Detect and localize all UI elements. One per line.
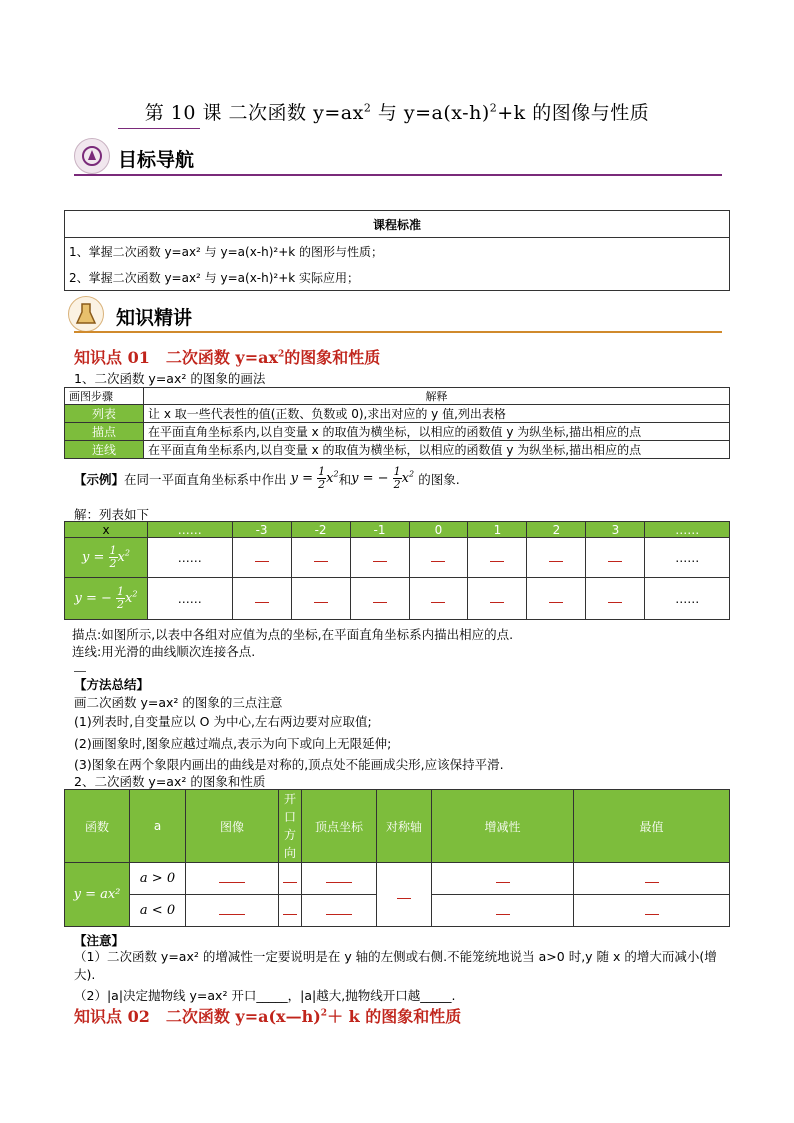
blank-cell: [291, 538, 350, 578]
steps-header-step: 画图步骤: [65, 388, 144, 405]
blank-cell: [527, 538, 586, 578]
step-name: 描点: [65, 423, 144, 441]
blank-cell: [586, 578, 645, 620]
example-line: [74, 466, 460, 491]
note-connect-points: 连线:用光滑的曲线顺次连接各点.: [72, 644, 256, 659]
table-cell-dots: ……: [645, 538, 730, 578]
method-line: (3)图象在两个象限内画出的曲线是对称的,顶点处不能画成尖形,应该保持平滑.: [74, 757, 504, 772]
formula-positive: y = $\frac{1}{2}$ $x^2$: [286, 465, 339, 491]
method-summary-label: 【方法总结】: [74, 677, 150, 692]
flask-icon: [68, 296, 104, 332]
prop-header: 顶点坐标: [302, 790, 377, 863]
subheading-drawing-method: 1、二次函数 y=ax² 的图象的画法: [74, 371, 266, 386]
blank-cell: [279, 895, 302, 927]
x-value: 1: [468, 522, 527, 538]
formula-negative: y = − $\frac{1}{2}$ $x^2$: [351, 465, 415, 491]
step-name: 列表: [65, 405, 144, 423]
x-value: ……: [645, 522, 730, 538]
step-desc: 让 x 取一些代表性的值(正数、负数或 0),求出对应的 y 值,列出表格: [144, 405, 730, 423]
example-and: 和: [338, 471, 352, 487]
blank-cell: [350, 538, 409, 578]
properties-table: [64, 789, 730, 927]
x-value: -1: [350, 522, 409, 538]
blank-cell: [468, 538, 527, 578]
section-title-knowledge: 知识精讲: [116, 307, 193, 329]
row-header-positive: y = $\frac{1}{2}$ $x^2$: [65, 538, 148, 578]
attention-line: （2）|a|决定抛物线 y=ax² 开口_____，|a|越大,抛物线开口越_____.: [74, 988, 456, 1003]
x-value: 0: [409, 522, 468, 538]
example-tail: 的图象.: [418, 471, 460, 487]
blank-cell: [302, 863, 377, 895]
x-value: 3: [586, 522, 645, 538]
blank-cell: [468, 578, 527, 620]
value-table: [64, 521, 730, 620]
func-cell: y = ax²: [65, 863, 130, 927]
method-line: (2)画图象时,图象应越过端点,表示为向下或向上无限延伸;: [74, 736, 392, 751]
course-standard-table: [64, 210, 730, 291]
blank-cell: [409, 578, 468, 620]
section-title-goal: 目标导航: [118, 149, 195, 171]
prop-header: a: [130, 790, 186, 863]
drawing-steps-table: [64, 387, 730, 459]
page-title: 第 10 课 二次函数 $y=ax^2$ 与 $y=a(x-h)^2+k$ 的图像与性质: [144, 101, 650, 124]
attention-line: （1）二次函数 y=ax² 的增减性一定要说明是在 y 轴的左侧或右侧.不能笼统地说当 a>0 时,y 随 x 的增大而减小(增大).: [74, 949, 717, 982]
blank-cell: [527, 578, 586, 620]
blank-cell: [574, 895, 730, 927]
blank-cell: [232, 538, 291, 578]
standard-item-1: 1、掌握二次函数 y=ax² 与 y=a(x-h)²+k 的图形与性质；: [65, 238, 730, 265]
section-rule: [74, 331, 722, 333]
blank-cell: [586, 538, 645, 578]
blank-cell: [232, 578, 291, 620]
a-condition: a < 0: [130, 895, 186, 927]
blank-cell: [302, 895, 377, 927]
blank-cell: [186, 895, 279, 927]
note-plot-points: 描点:如图所示,以表中各组对应值为点的坐标,在平面直角坐标系内描出相应的点.: [72, 627, 514, 642]
row-header-negative: y = − $\frac{1}{2}$ $x^2$: [65, 578, 148, 620]
x-value: 2: [527, 522, 586, 538]
blank-cell: [409, 538, 468, 578]
attention-label: 【注意】: [74, 933, 125, 948]
standard-item-2: 2、掌握二次函数 y=ax² 与 y=a(x-h)²+k 实际应用；: [65, 264, 730, 291]
step-desc: 在平面直角坐标系内,以自变量 x 的取值为横坐标，以相应的函数值 y 为纵坐标,描出相应的点: [144, 423, 730, 441]
prop-header: 函数: [65, 790, 130, 863]
knowledge-point-01-title: 知识点 01 二次函数 $y=ax^2$的图象和性质: [74, 348, 381, 367]
x-header: x: [65, 522, 148, 538]
section-rule: [74, 174, 722, 176]
table-cell-dots: ……: [148, 578, 233, 620]
x-value: -3: [232, 522, 291, 538]
short-divider: [74, 671, 86, 672]
prop-header: 开口方向: [279, 790, 302, 863]
blank-cell: [377, 863, 432, 927]
example-text: 在同一平面直角坐标系中作出: [124, 471, 287, 487]
knowledge-point-02-title: 知识点 02 二次函数 y=a(x—h)$^2$＋ k 的图象和性质: [74, 1007, 462, 1026]
prop-header: 对称轴: [377, 790, 432, 863]
example-label: 【示例】: [74, 471, 125, 487]
prop-header: 增减性: [432, 790, 574, 863]
steps-header-desc: 解释: [144, 388, 730, 405]
subheading-properties: 2、二次函数 y=ax² 的图象和性质: [74, 774, 266, 789]
blank-cell: [574, 863, 730, 895]
blank-cell: [350, 578, 409, 620]
method-line: (1)列表时,自变量应以 O 为中心,左右两边要对应取值;: [74, 714, 372, 729]
blank-cell: [186, 863, 279, 895]
section-divider: [118, 128, 200, 129]
prop-header: 图像: [186, 790, 279, 863]
blank-cell: [432, 895, 574, 927]
blank-cell: [432, 863, 574, 895]
method-line: 画二次函数 y=ax² 的图象的三点注意: [74, 695, 283, 710]
table-cell-dots: ……: [148, 538, 233, 578]
solution-text: 解：列表如下: [74, 507, 150, 522]
blank-cell: [291, 578, 350, 620]
x-value: ……: [148, 522, 233, 538]
a-condition: a > 0: [130, 863, 186, 895]
standard-header: 课程标准: [65, 211, 730, 238]
step-desc: 在平面直角坐标系内,以自变量 x 的取值为横坐标，以相应的函数值 y 为纵坐标,描出相应的点: [144, 441, 730, 459]
compass-icon: [74, 138, 110, 174]
table-cell-dots: ……: [645, 578, 730, 620]
prop-header: 最值: [574, 790, 730, 863]
blank-cell: [279, 863, 302, 895]
x-value: -2: [291, 522, 350, 538]
step-name: 连线: [65, 441, 144, 459]
